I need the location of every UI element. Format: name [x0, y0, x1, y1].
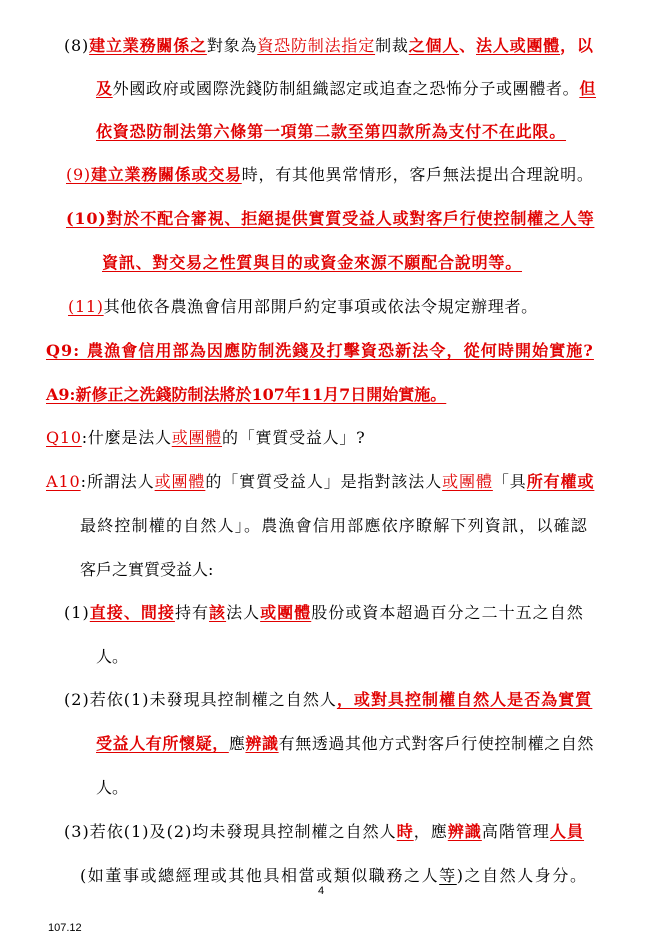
text-line	[46, 472, 594, 492]
text-segment: :所謂法人	[80, 472, 155, 491]
text-line	[96, 778, 128, 798]
text-segment: (10)對於不配合審視、拒絕提供實質受益人或對客戶行使控制權之人等	[66, 209, 595, 228]
text-segment: 法人	[226, 603, 261, 622]
page-number: 4	[318, 885, 325, 897]
text-segment: 制裁	[375, 36, 409, 55]
text-segment: :什麼是法人	[81, 428, 172, 447]
text-segment: 、	[459, 36, 476, 55]
text-line	[80, 516, 588, 536]
text-segment: ，或對具控制權自然人是否為實質	[336, 690, 593, 709]
text-segment: 建立業務關係之	[89, 36, 207, 55]
text-segment: 其他依各農漁會信用部開戶約定事項或依法令規定辦理者。	[103, 297, 538, 316]
text-line	[64, 603, 584, 623]
text-segment: 及	[96, 79, 113, 98]
text-segment: Q10	[46, 428, 82, 447]
text-segment: (2)若依(1)未發現具控制權之自然人	[64, 690, 337, 709]
text-segment: 持有	[174, 603, 210, 622]
text-segment: 「具	[492, 472, 527, 491]
text-segment: 外國政府或國際洗錢防制組織認定或追查之恐怖分子或團體者。	[112, 79, 580, 98]
text-segment: 或團體	[154, 472, 206, 491]
text-segment: (11)	[68, 297, 104, 316]
text-segment: 客戶之實質受益人:	[80, 560, 214, 579]
text-segment: 或團體	[260, 603, 312, 622]
text-segment: 對象為	[206, 36, 258, 55]
text-line	[96, 122, 566, 142]
text-line	[64, 690, 592, 710]
text-segment: ，以	[560, 36, 594, 55]
text-segment: 建立業務關係或交易	[90, 165, 242, 184]
text-line	[66, 165, 594, 185]
text-segment: 的「實質受益人」?	[222, 428, 366, 447]
text-line	[46, 341, 594, 361]
text-segment: 但	[579, 79, 597, 98]
text-segment: 依資恐防制法第六條第一項第二款至第四款所為支付不在此限。	[96, 122, 567, 141]
text-segment: 人員	[549, 822, 585, 841]
text-segment: 人。	[96, 778, 129, 797]
text-line	[96, 734, 594, 754]
text-segment: Q9: 農漁會信用部為因應防制洗錢及打擊資恐新法令，從何時開始實施?	[46, 341, 594, 360]
footer-date: 107.12	[48, 922, 82, 934]
text-segment: 法人或團體	[476, 36, 561, 55]
text-line	[80, 560, 213, 580]
text-segment: 時，有其他異常情形，客戶無法提出合理說明。	[241, 165, 594, 184]
text-line	[102, 253, 522, 273]
text-line	[80, 866, 588, 886]
text-segment: 或團體	[171, 428, 223, 447]
text-segment: A10	[46, 472, 81, 491]
text-segment: (9)	[66, 165, 91, 184]
text-segment: (8)	[64, 36, 90, 55]
text-segment: ，應	[413, 822, 448, 841]
text-segment: 直接、間接	[89, 603, 175, 622]
text-segment: (1)	[64, 603, 90, 622]
text-line	[96, 647, 128, 667]
text-segment: 的「實質受益人」是指對該法人	[205, 472, 443, 491]
text-segment: 受益人有所懷疑，	[96, 734, 229, 753]
text-segment: A9:新修正之洗錢防制法將於107年11月7日開始實施。	[46, 385, 447, 404]
text-line	[96, 79, 596, 99]
text-line	[64, 822, 584, 842]
text-segment: 人。	[96, 647, 129, 666]
text-line	[46, 385, 446, 405]
text-segment: 高階管理	[481, 822, 550, 841]
text-segment: 有無透過其他方式對客戶行使控制權之自然	[278, 734, 595, 753]
text-line	[46, 428, 365, 448]
text-line	[68, 297, 538, 317]
text-segment: (如董事或總經理或其他具相當或類似職務之人	[80, 866, 440, 885]
text-segment: 股份或資本超過百分之二十五之自然	[311, 603, 584, 622]
text-segment: 或團體	[442, 472, 493, 491]
text-segment: 資訊、對交易之性質與目的或資金來源不願配合說明等。	[102, 253, 523, 272]
text-segment: 資恐防制法指定	[257, 36, 376, 55]
text-segment: 等	[439, 866, 457, 885]
text-segment: 最終控制權的自然人」。農漁會信用部應依序瞭解下列資訊，以確認	[80, 516, 589, 535]
text-line	[66, 209, 594, 229]
text-segment: (3)若依(1)及(2)均未發現具控制權之自然人	[64, 822, 397, 841]
text-segment: 辨識	[245, 734, 279, 753]
text-segment: 該	[209, 603, 227, 622]
text-segment: 辨識	[447, 822, 482, 841]
text-segment: 應	[228, 734, 246, 753]
text-segment: 時	[396, 822, 414, 841]
text-segment: )之自然人身分。	[456, 866, 588, 885]
text-segment: 之個人	[408, 36, 460, 55]
text-segment: 所有權或	[526, 472, 595, 491]
text-line	[64, 36, 594, 56]
